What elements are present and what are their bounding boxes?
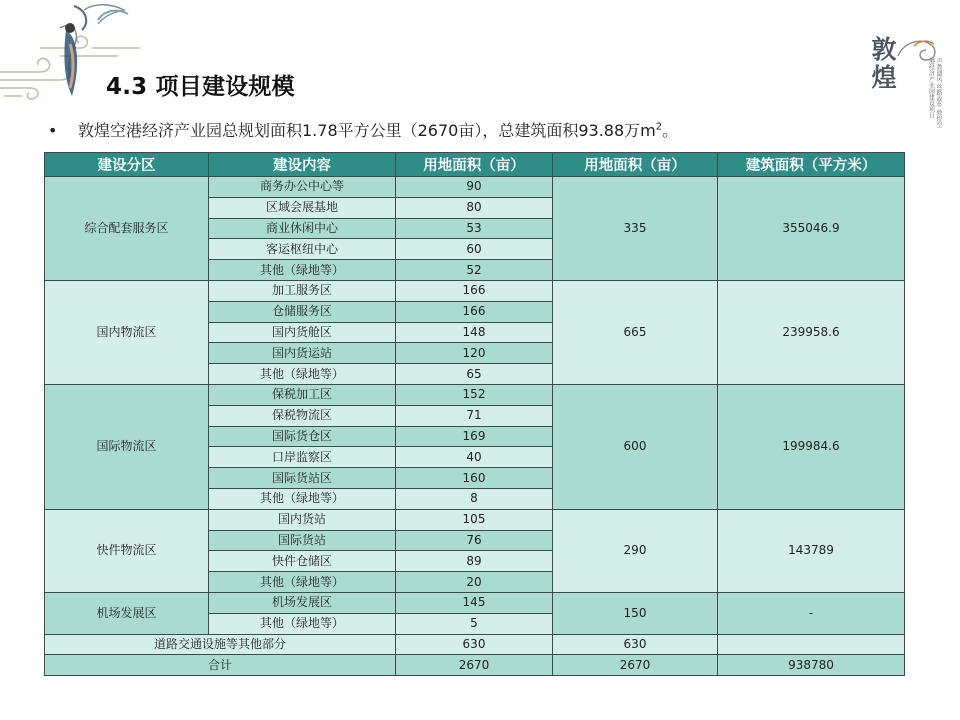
content-cell: 其他（绿地等） [209,260,396,281]
zone-cell: 机场发展区 [45,592,209,634]
content-cell: 国际货仓区 [209,426,396,447]
total-row [45,655,905,676]
logo-char-2: 煌 [871,63,897,92]
total-area-cell: 665 [553,280,718,384]
construction-scale-table [44,152,905,676]
table-row [45,384,905,405]
content-cell: 其他（绿地等） [209,488,396,509]
content-cell: 其他（绿地等） [209,613,396,634]
summary-tail: 。 [662,121,679,140]
area-cell: 120 [396,343,553,364]
road-row [45,634,905,655]
content-cell: 保税物流区 [209,405,396,426]
table-row [45,177,905,198]
summary-building-area-cell [718,634,905,655]
area-cell: 76 [396,530,553,551]
building-area-cell: 355046.9 [718,177,905,281]
area-cell: 169 [396,426,553,447]
zone-cell: 快件物流区 [45,509,209,592]
summary-area-cell: 2670 [396,655,553,676]
bullet-marker: • [48,121,58,140]
total-area-cell: 150 [553,592,718,634]
header-content: 建设内容 [209,153,396,177]
summary-text: 敦煌空港经济产业园总规划面积1.78平方公里（2670亩），总建筑面积93.88万m [78,121,656,140]
area-cell: 148 [396,322,553,343]
content-cell: 国内货运站 [209,343,396,364]
area-cell: 40 [396,447,553,468]
summary-building-area-cell: 938780 [718,655,905,676]
logo-char-1: 敦 [871,35,897,64]
header-area: 用地面积（亩） [396,153,553,177]
building-area-cell: 239958.6 [718,280,905,384]
summary-bullet [48,118,678,141]
area-cell: 52 [396,260,553,281]
header-building-area: 建筑面积（平方米） [718,153,905,177]
zone-cell: 国际物流区 [45,384,209,509]
area-cell: 145 [396,592,553,613]
area-cell: 53 [396,218,553,239]
summary-area-cell: 630 [396,634,553,655]
content-cell: 区域会展基地 [209,197,396,218]
summary-label-cell: 道路交通设施等其他部分 [45,634,396,655]
area-cell: 105 [396,509,553,530]
table-row [45,509,905,530]
content-cell: 商务办公中心等 [209,177,396,198]
content-cell: 快件仓储区 [209,551,396,572]
area-cell: 20 [396,572,553,593]
cloud-ornament-icon [0,0,150,120]
content-cell: 国内货舱区 [209,322,396,343]
zone-cell: 综合配套服务区 [45,177,209,281]
page-title: 4.3 项目建设规模 [106,74,295,100]
content-cell: 口岸监察区 [209,447,396,468]
content-cell: 仓储服务区 [209,301,396,322]
content-cell: 保税加工区 [209,384,396,405]
area-cell: 152 [396,384,553,405]
building-area-cell: 143789 [718,509,905,592]
summary-total-area-cell: 2670 [553,655,718,676]
area-cell: 160 [396,468,553,489]
building-area-cell: - [718,592,905,634]
logo-subtitle: 声教遗风 丝路故乡 敦煌空港经济产业园建设项目 [927,58,942,128]
building-area-cell: 199984.6 [718,384,905,509]
content-cell: 机场发展区 [209,592,396,613]
total-area-cell: 290 [553,509,718,592]
area-cell: 71 [396,405,553,426]
summary-total-area-cell: 630 [553,634,718,655]
summary-label-cell: 合计 [45,655,396,676]
header-total-area: 用地面积（亩） [553,153,718,177]
dunhuang-logo [854,36,946,134]
content-cell: 其他（绿地等） [209,572,396,593]
summary-sup: 2 [655,121,663,133]
area-cell: 65 [396,364,553,385]
zone-cell: 国内物流区 [45,280,209,384]
content-cell: 国际货站区 [209,468,396,489]
content-cell: 客运枢纽中心 [209,239,396,260]
table-row [45,280,905,301]
area-cell: 60 [396,239,553,260]
logo-title [854,36,914,92]
area-cell: 80 [396,197,553,218]
area-cell: 166 [396,280,553,301]
total-area-cell: 335 [553,177,718,281]
content-cell: 加工服务区 [209,280,396,301]
area-cell: 5 [396,613,553,634]
content-cell: 商业休闲中心 [209,218,396,239]
area-cell: 90 [396,177,553,198]
content-cell: 国内货站 [209,509,396,530]
header-zone: 建设分区 [45,153,209,177]
area-cell: 166 [396,301,553,322]
content-cell: 其他（绿地等） [209,364,396,385]
table-row [45,592,905,613]
content-cell: 国际货站 [209,530,396,551]
table-body [45,177,905,676]
area-cell: 8 [396,488,553,509]
total-area-cell: 600 [553,384,718,509]
table-header-row [45,153,905,177]
area-cell: 89 [396,551,553,572]
